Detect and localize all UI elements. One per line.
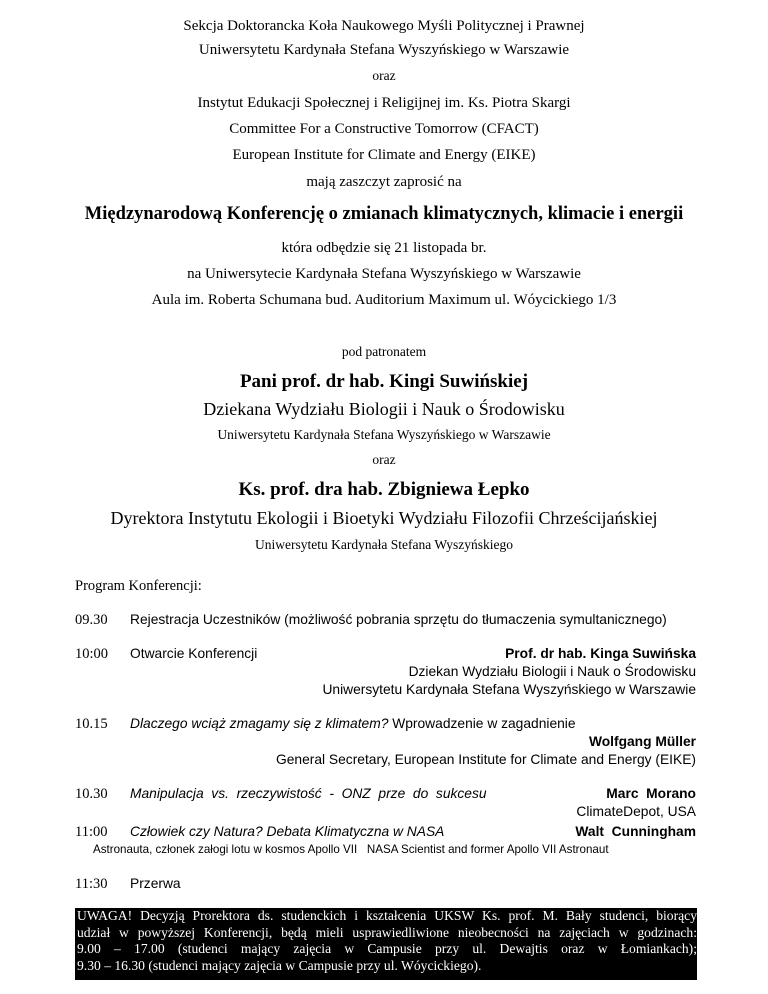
patron-2-name: Ks. prof. dra hab. Zbigniewa Łepko (238, 479, 530, 500)
program-item-text: Manipulacja vs. rzeczywistość - ONZ prze do sukcesu (130, 786, 487, 801)
and-connector-2: oraz (372, 452, 396, 467)
speaker-name: Walt Cunningham (575, 824, 696, 839)
program-item-italic: Dlaczego wciąż zmagamy się z klimatem? (130, 716, 389, 731)
program-item-text: Rejestracja Uczestników (możliwość pobrania sprzętu do tłumaczenia symultanicznego) (130, 612, 667, 627)
patron-1-role: Dziekana Wydziału Biologii i Nauk o Środowisku (203, 399, 565, 419)
speaker-affiliation: Uniwersytetu Kardynała Stefana Wyszyńskiego w Warszawie (322, 682, 696, 697)
patronage-label: pod patronatem (341, 344, 427, 359)
organizer-line-1: Sekcja Doktorancka Koła Naukowego Myśli Politycznej i Prawnej (183, 18, 585, 34)
notice-line: UWAGA! Decyzją Prorektora ds. studenckich i kształcenia UKSW Ks. prof. M. Bały studenci, biorący (77, 908, 697, 923)
program-time: 10.15 (75, 716, 108, 732)
program-time: 11:30 (75, 876, 108, 892)
organizer-cfact: Committee For a Constructive Tomorrow (CFACT) (229, 121, 539, 137)
speaker-name: Marc Morano (606, 786, 696, 801)
program-item-text: Człowiek czy Natura? Debata Klimatyczna w NASA (130, 824, 445, 839)
notice-line: 9.00 – 17.00 (studenci mający zajęcia w Campusie przy ul. Dewajtis oraz w Łomiankach); (77, 941, 697, 956)
conference-date: która odbędzie się 21 listopada br. (281, 240, 487, 256)
program-time: 09.30 (75, 612, 108, 628)
program-time: 10.30 (75, 786, 108, 802)
speaker-affiliation: Astronauta, członek załogi lotu w kosmos Apollo VII NASA Scientist and former Apollo VII Astronaut (93, 843, 609, 856)
program-item-text: Otwarcie Konferencji (130, 646, 258, 661)
program-item-text (130, 716, 576, 731)
organizer-eike: European Institute for Climate and Energy (EIKE) (232, 147, 536, 163)
speaker-affiliation: ClimateDepot, USA (576, 804, 696, 819)
speaker-affiliation: Dziekan Wydziału Biologii i Nauk o Środowisku (408, 664, 696, 679)
attendance-notice (75, 908, 697, 980)
speaker-affiliation: General Secretary, European Institute for Climate and Energy (EIKE) (276, 752, 696, 767)
notice-line: udział w powyższej Konferencji, będą mieli usprawiedliwione nieobecności na zajęciach w godzinach: (77, 924, 697, 940)
program-item-text: Przerwa (130, 876, 181, 891)
patron-2-university: Uniwersytetu Kardynała Stefana Wyszyńskiego (255, 537, 513, 552)
program-time: 11:00 (75, 824, 108, 840)
and-connector-1: oraz (372, 68, 396, 83)
program-time: 10:00 (75, 646, 109, 662)
program-heading: Program Konferencji: (75, 578, 202, 594)
organizer-line-2: Uniwersytetu Kardynała Stefana Wyszyńskiego w Warszawie (198, 42, 570, 58)
patron-1-university: Uniwersytetu Kardynała Stefana Wyszyńskiego w Warszawie (217, 427, 551, 442)
conference-room: Aula im. Roberta Schumana bud. Auditorium Maximum ul. Wóycickiego 1/3 (151, 292, 617, 308)
speaker-name: Wolfgang Müller (588, 734, 696, 749)
patron-1-name: Pani prof. dr hab. Kingi Suwińskiej (239, 371, 529, 392)
conference-title: Międzynarodową Konferencję o zmianach klimatycznych, klimacie i energii (84, 204, 684, 224)
speaker-name: Prof. dr hab. Kinga Suwińska (505, 646, 696, 661)
invite-line: mają zaszczyt zaprosić na (306, 174, 462, 190)
patron-2-role: Dyrektora Instytutu Ekologii i Bioetyki Wydziału Filozofii Chrześcijańskiej (110, 508, 658, 528)
notice-line: 9.30 – 16.30 (studenci mający zajęcia w Campusie przy ul. Wóycickiego). (77, 957, 482, 973)
program-item-rest: Wprowadzenie w zagadnienie (388, 716, 576, 731)
conference-venue: na Uniwersytecie Kardynała Stefana Wyszyńskiego w Warszawie (187, 266, 581, 282)
organizer-institute: Instytut Edukacji Społecznej i Religijnej im. Ks. Piotra Skargi (197, 95, 571, 111)
